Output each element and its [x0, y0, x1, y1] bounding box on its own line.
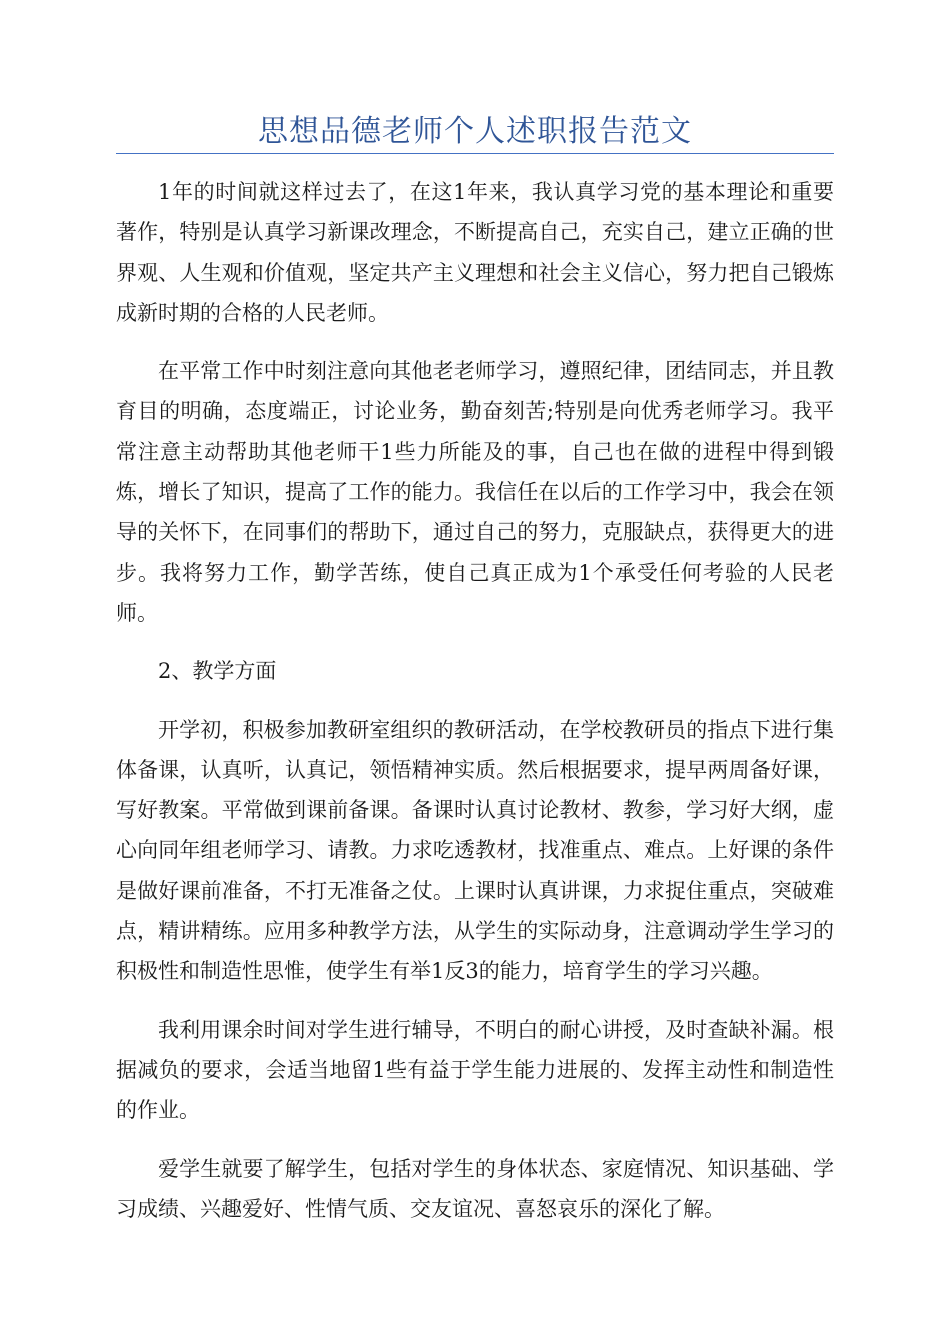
- paragraph-teaching: 开学初，积极参加教研室组织的教研活动，在学校教研员的指点下进行集体备课，认真听，认真记，领悟精神实质。然后根据要求，提早两周备好课，写好教案。平常做到课前备课。备课时认真讨论教材、教参，学习好大纲，虚心向同年组老师学习、请教。力求吃透教材，找准重点、难点。上好课的条件是做好课前准备，不打无准备之仗。上课时认真讲课，力求捉住重点，突破难点，精讲精练。应用多种教学方法，从学生的实际动身，注意调动学生学习的积极性和制造性思惟，使学生有举1反3的能力，培育学生的学习兴趣。: [116, 717, 834, 984]
- paragraph-intro: 1年的时间就这样过去了，在这1年来，我认真学习党的基本理论和重要著作，特别是认真学习新课改理念，不断提高自己，充实自己，建立正确的世界观、人生观和价值观，坚定共产主义理想和社会主义信心，努力把自己锻炼成新时期的合格的人民老师。: [116, 180, 834, 325]
- title-underline: [116, 153, 834, 154]
- section-heading-teaching: 2、教学方面: [158, 659, 277, 684]
- document-body: [116, 172, 834, 1247]
- document-title: 思想品德老师个人述职报告范文: [258, 114, 692, 149]
- paragraph-tutoring: 我利用课余时间对学生进行辅导，不明白的耐心讲授，及时查缺补漏。根据减负的要求，会适当地留1些有益于学生能力进展的、发挥主动性和制造性的作业。: [116, 1017, 834, 1123]
- paragraph-learning: 在平常工作中时刻注意向其他老老师学习，遵照纪律，团结同志，并且教育目的明确，态度端正，讨论业务，勤奋刻苦;特别是向优秀老师学习。我平常注意主动帮助其他老师干1些力所能及的事，自己也在做的进程中得到锻炼，增长了知识，提高了工作的能力。我信任在以后的工作学习中，我会在领导的关怀下，在同事们的帮助下，通过自己的努力，克服缺点，获得更大的进步。我将努力工作，勤学苦练，使自己真正成为1个承受任何考验的人民老师。: [116, 359, 834, 625]
- paragraph-students: 爱学生就要了解学生，包括对学生的身体状态、家庭情况、知识基础、学习成绩、兴趣爱好、性情气质、交友谊况、喜怒哀乐的深化了解。: [116, 1156, 834, 1221]
